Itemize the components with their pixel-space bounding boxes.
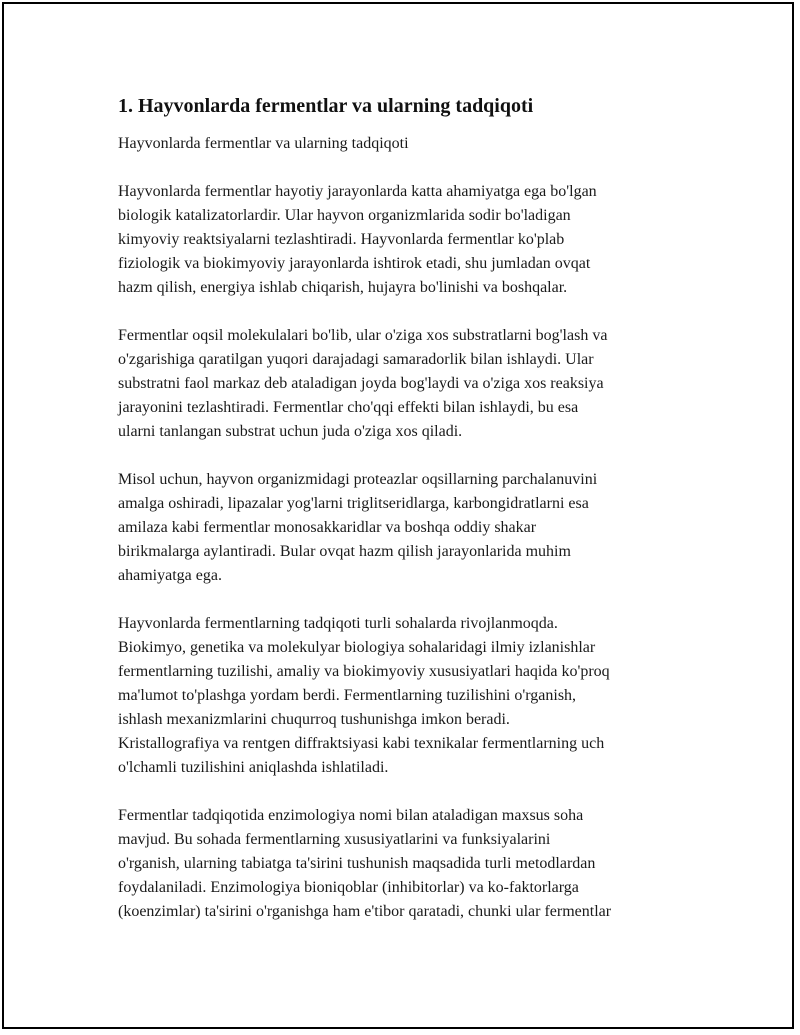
paragraph-line: substratni faol markaz deb ataladigan joyda bog'laydi va o'ziga xos reaksiya bbox=[118, 375, 604, 392]
paragraph-line: ahamiyatga ega. bbox=[118, 567, 222, 584]
paragraph-line: fermentlarning tuzilishi, amaliy va biokimyoviy xususiyatlari haqida ko'proq bbox=[118, 663, 610, 680]
paragraph-line: foydalaniladi. Enzimologiya bioniqoblar (inhibitorlar) va ko-faktorlarga bbox=[118, 879, 579, 896]
section-subtitle: Hayvonlarda fermentlar va ularning tadqiqoti bbox=[118, 135, 409, 152]
paragraph-line: o'lchamli tuzilishini aniqlashda ishlatiladi. bbox=[118, 759, 389, 776]
paragraph-5 bbox=[118, 804, 693, 924]
paragraph-line: Hayvonlarda fermentlar hayotiy jarayonlarda katta ahamiyatga ega bo'lgan bbox=[118, 183, 597, 200]
paragraph-1 bbox=[118, 180, 693, 300]
paragraph-line: Hayvonlarda fermentlarning tadqiqoti turli sohalarda rivojlanmoqda. bbox=[118, 615, 558, 632]
paragraph-line: ma'lumot to'plashga yordam berdi. Fermentlarning tuzilishini o'rganish, bbox=[118, 687, 577, 704]
paragraph-line: Fermentlar tadqiqotida enzimologiya nomi bilan ataladigan maxsus soha bbox=[118, 807, 584, 824]
paragraph-line: fiziologik va biokimyoviy jarayonlarda ishtirok etadi, shu jumladan ovqat bbox=[118, 255, 591, 272]
paragraph-line: ularni tanlangan substrat uchun juda o'ziga xos qiladi. bbox=[118, 423, 463, 440]
paragraph-line: Kristallografiya va rentgen diffraktsiyasi kabi texnikalar fermentlarning uch bbox=[118, 735, 605, 752]
paragraph-line: biologik katalizatorlardir. Ular hayvon organizmlarida sodir bo'ladigan bbox=[118, 207, 571, 224]
paragraph-line: o'zgarishiga qaratilgan yuqori darajadagi samaradorlik bilan ishlaydi. Ular bbox=[118, 351, 594, 368]
paragraph-4 bbox=[118, 612, 693, 780]
paragraph-line: ishlash mexanizmlarini chuqurroq tushunishga imkon beradi. bbox=[118, 711, 510, 728]
paragraph-3 bbox=[118, 468, 693, 588]
paragraph-line: amilaza kabi fermentlar monosakkaridlar va boshqa oddiy shakar bbox=[118, 519, 537, 536]
paragraph-line: kimyoviy reaktsiyalarni tezlashtiradi. Hayvonlarda fermentlar ko'plab bbox=[118, 231, 565, 248]
paragraph-line: Biokimyo, genetika va molekulyar biologiya sohalaridagi ilmiy izlanishlar bbox=[118, 639, 596, 656]
document-body bbox=[118, 93, 693, 948]
paragraph-2 bbox=[118, 324, 693, 444]
paragraph-line: o'rganish, ularning tabiatga ta'sirini tushunish maqsadida turli metodlardan bbox=[118, 855, 596, 872]
paragraph-line: Misol uchun, hayvon organizmidagi proteazlar oqsillarning parchalanuvini bbox=[118, 471, 598, 488]
paragraph-line: Fermentlar oqsil molekulalari bo'lib, ular o'ziga xos substratlarni bog'lash va bbox=[118, 327, 608, 344]
paragraph-line: jarayonini tezlashtiradi. Fermentlar cho'qqi effekti bilan ishlaydi, bu esa bbox=[118, 399, 579, 416]
paragraph-line: birikmalarga aylantiradi. Bular ovqat hazm qilish jarayonlarida muhim bbox=[118, 543, 571, 560]
paragraph-line: mavjud. Bu sohada fermentlarning xususiyatlarini va funksiyalarini bbox=[118, 831, 551, 848]
paragraph-line: hazm qilish, energiya ishlab chiqarish, hujayra bo'linishi va boshqalar. bbox=[118, 279, 568, 296]
paragraph-line: amalga oshiradi, lipazalar yog'larni triglitseridlarga, karbongidratlarni esa bbox=[118, 495, 589, 512]
section-heading: 1. Hayvonlarda fermentlar va ularning tadqiqoti bbox=[118, 95, 534, 117]
paragraph-line: (koenzimlar) ta'sirini o'rganishga ham e'tibor qaratadi, chunki ular fermentlar bbox=[118, 903, 612, 920]
